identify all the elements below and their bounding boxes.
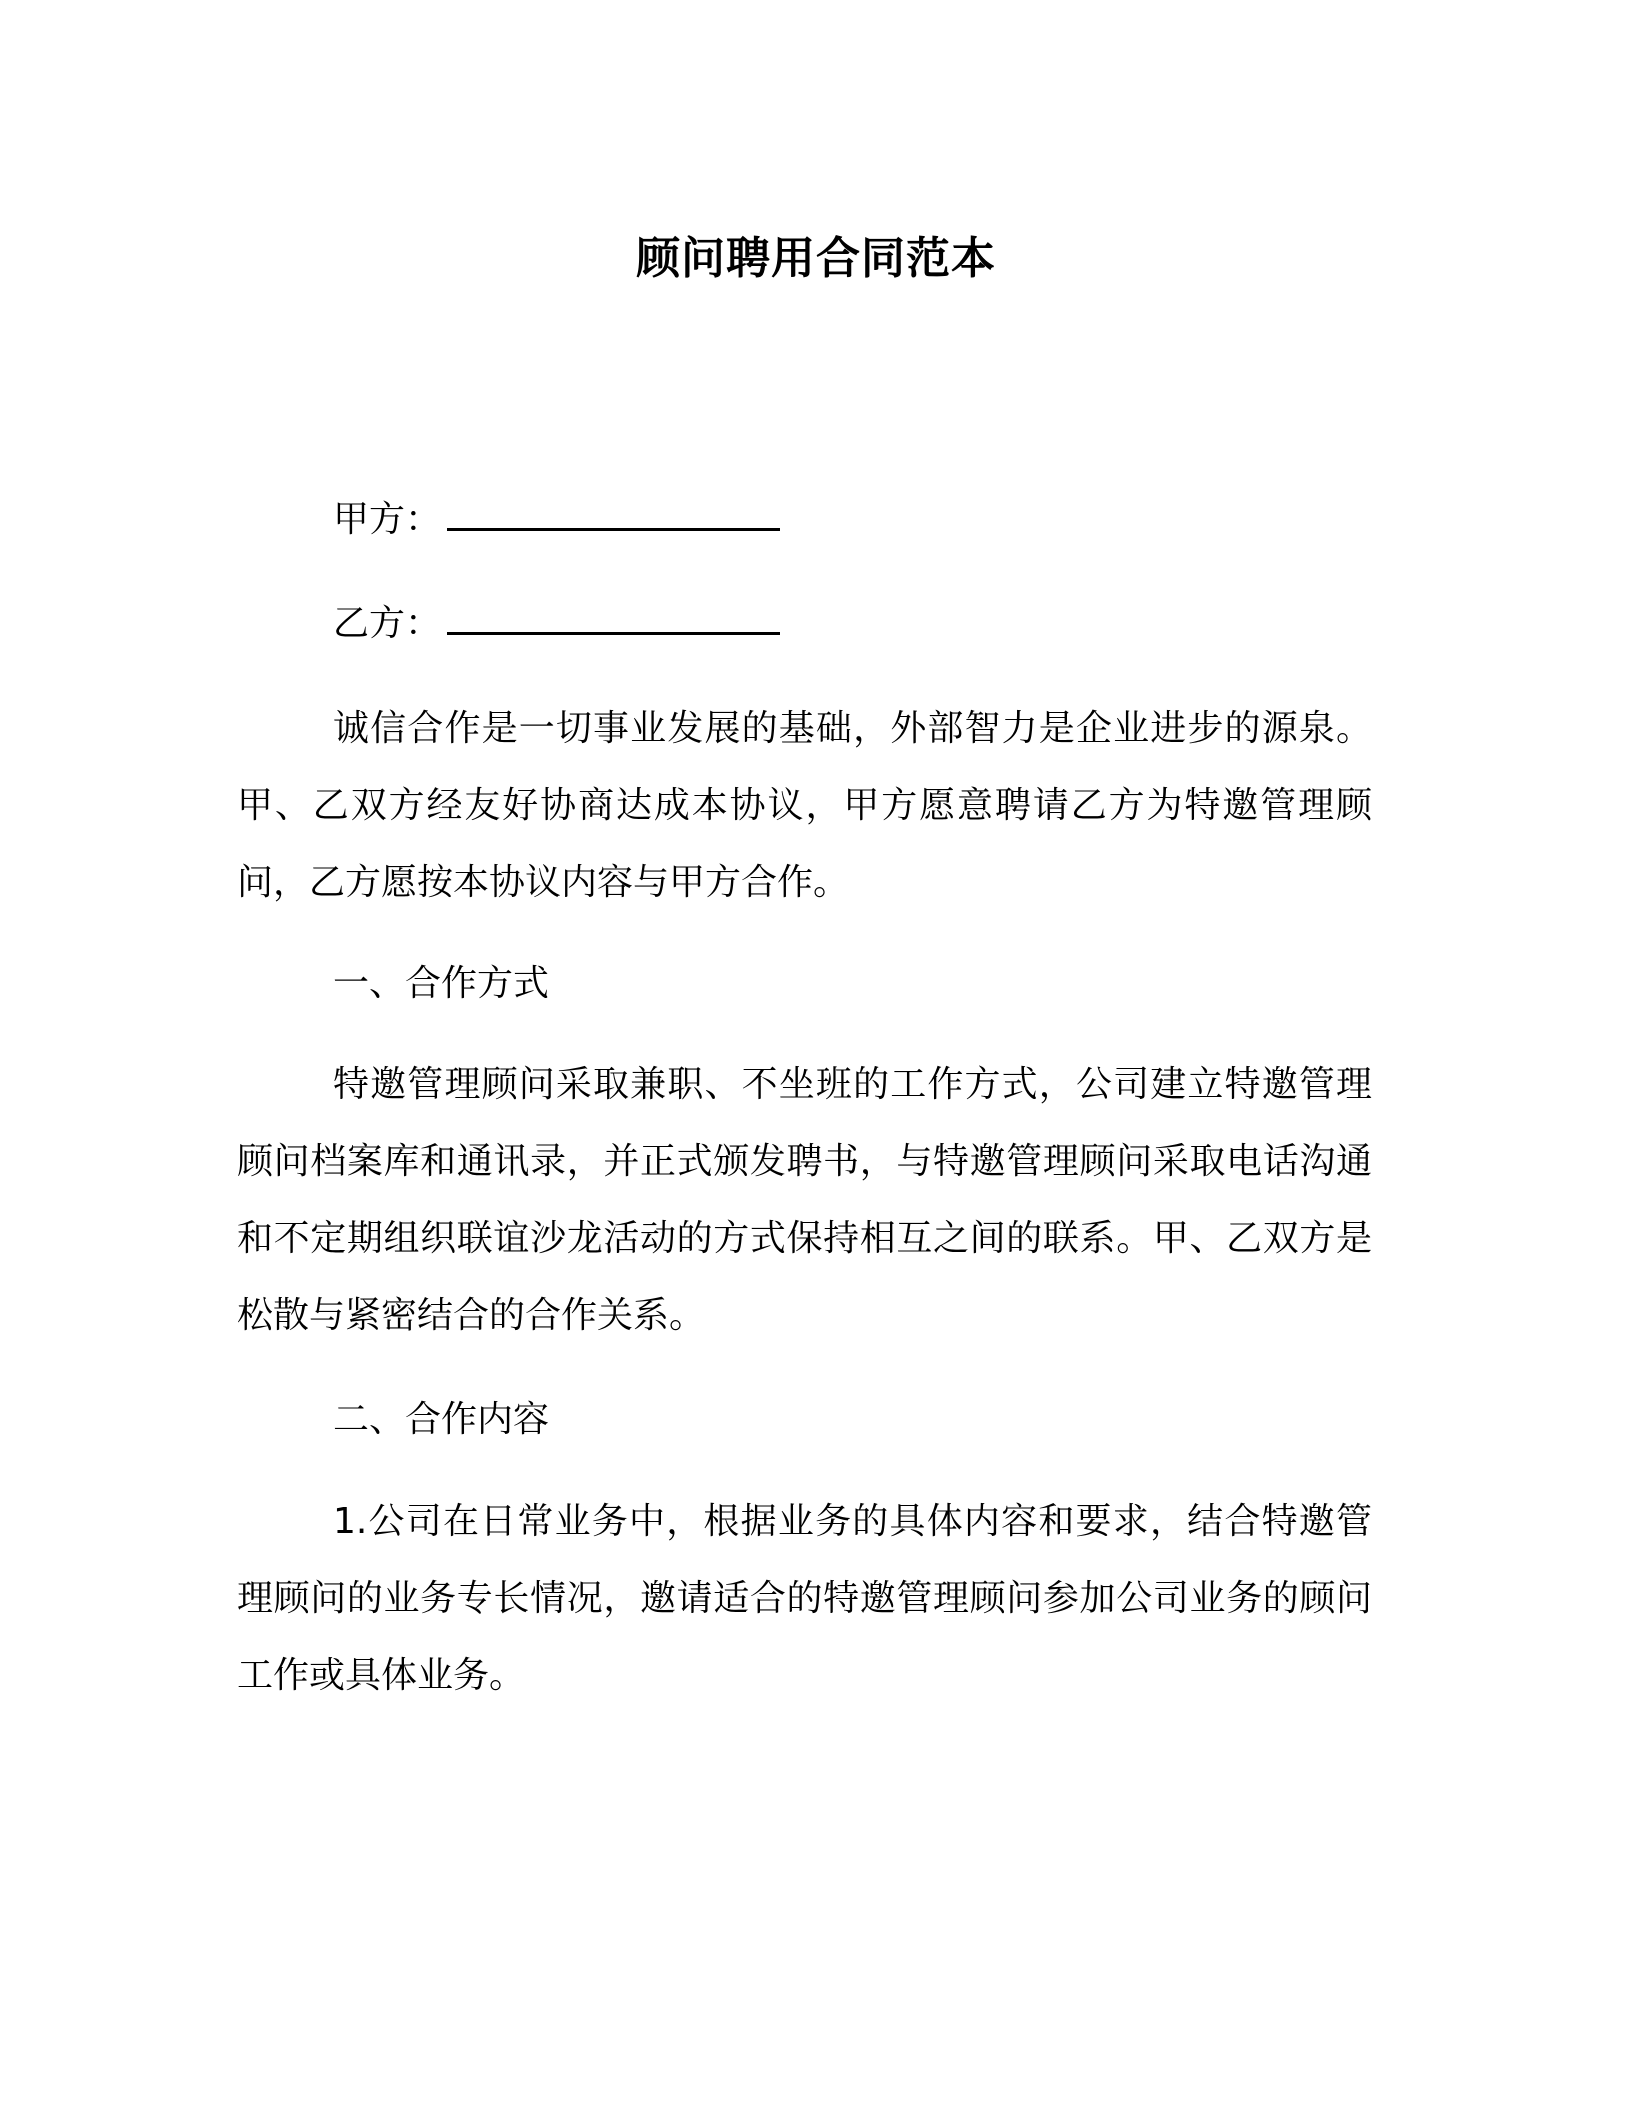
party-a-blank (447, 498, 780, 531)
document-title: 顾问聘用合同范本 (636, 233, 996, 284)
party-a-label: 甲方： (333, 499, 442, 540)
intro-paragraph: 诚信合作是一切事业发展的基础，外部智力是企业进步的源泉。甲、乙双方经友好协商达成本协议，甲方愿意聘请乙方为特邀管理顾问，乙方愿按本协议内容与甲方合作。 (237, 708, 1372, 903)
party-a-line (333, 496, 780, 544)
party-b-blank (447, 602, 780, 635)
party-b-line (333, 600, 780, 648)
party-b-label: 乙方： (333, 603, 442, 644)
section-heading: 一、合作方式 (333, 963, 550, 1004)
section-paragraph: 1.公司在日常业务中，根据业务的具体内容和要求，结合特邀管理顾问的业务专长情况，邀请适合的特邀管理顾问参加公司业务的顾问工作或具体业务。 (237, 1501, 1372, 1696)
section-heading: 二、合作内容 (333, 1399, 550, 1440)
section-paragraph: 特邀管理顾问采取兼职、不坐班的工作方式，公司建立特邀管理顾问档案库和通讯录，并正式颁发聘书，与特邀管理顾问采取电话沟通和不定期组织联谊沙龙活动的方式保持相互之间的联系。甲、乙双方是松散与紧密结合的合作关系。 (237, 1064, 1372, 1336)
